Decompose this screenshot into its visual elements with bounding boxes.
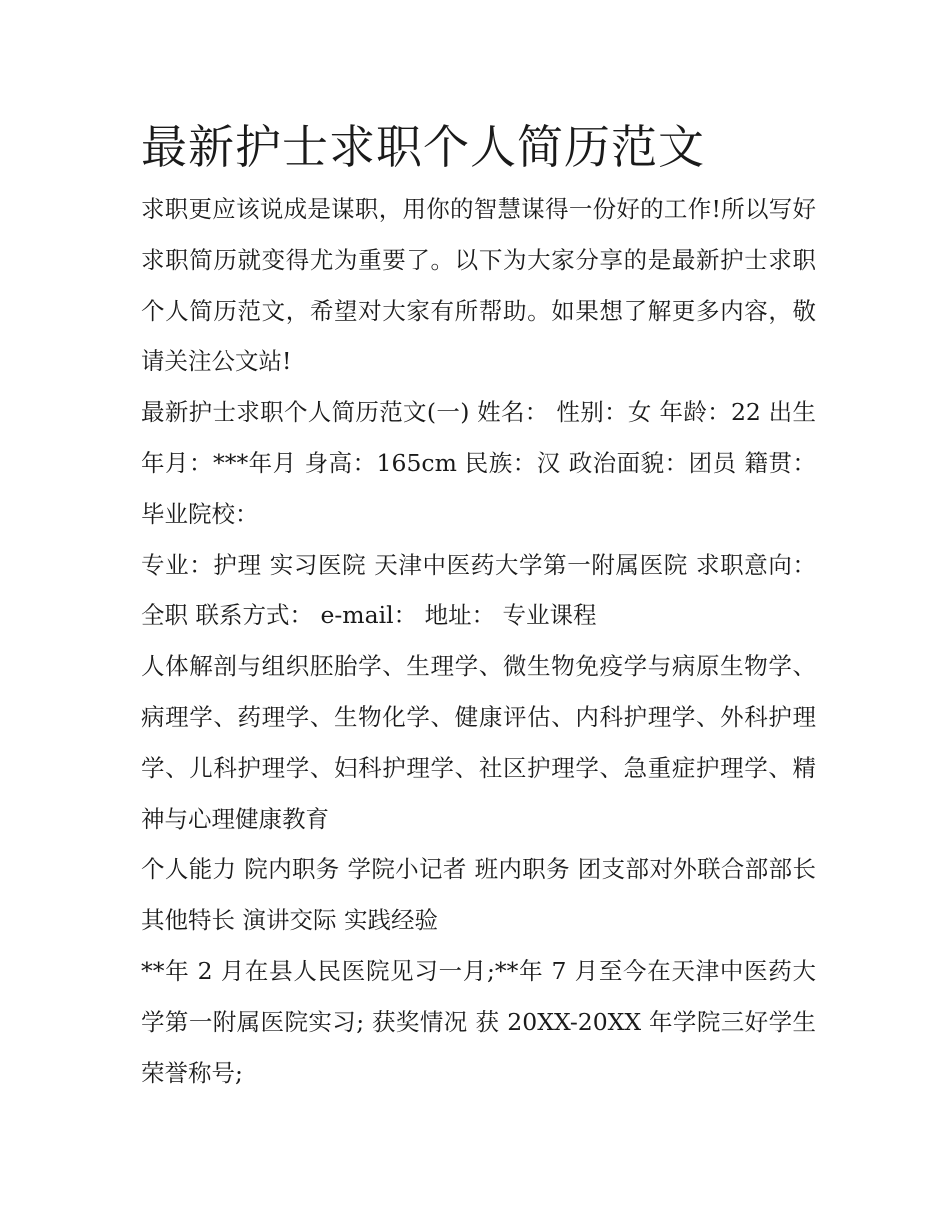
experience-awards-paragraph: **年 2 月在县人民医院见习一月;**年 7 月至今在天津中医药大学第一附属医院实习; 获奖情况 获 20XX-20XX 年学院三好学生荣誉称号;: [141, 956, 816, 1087]
basic-info-paragraph: 最新护士求职个人简历范文(一) 姓名： 性别：女 年龄：22 出生年月：***年月 身高：165cm 民族：汉 政治面貌：团员 籍贯： 毕业院校：: [141, 398, 816, 528]
document-body: [141, 112, 816, 1098]
courses-paragraph: 人体解剖与组织胚胎学、生理学、微生物免疫学与病原生物学、病理学、药理学、生物化学、健康评估、内科护理学、外科护理学、儿科护理学、妇科护理学、社区护理学、急重症护理学、精神与心理健康教育: [141, 652, 816, 833]
intro-paragraph: 求职更应该说成是谋职，用你的智慧谋得一份好的工作!所以写好求职简历就变得尤为重要了。以下为大家分享的是最新护士求职个人简历范文，希望对大家有所帮助。如果想了解更多内容，敬请关注公文站!: [141, 195, 816, 376]
major-contact-paragraph: 专业：护理 实习医院 天津中医药大学第一附属医院 求职意向：全职 联系方式： e-mail： 地址： 专业课程: [141, 550, 816, 630]
abilities-paragraph: 个人能力 院内职务 学院小记者 班内职务 团支部对外联合部部长 其他特长 演讲交际 实践经验: [141, 855, 816, 935]
document-title: 最新护士求职个人简历范文: [141, 120, 705, 174]
